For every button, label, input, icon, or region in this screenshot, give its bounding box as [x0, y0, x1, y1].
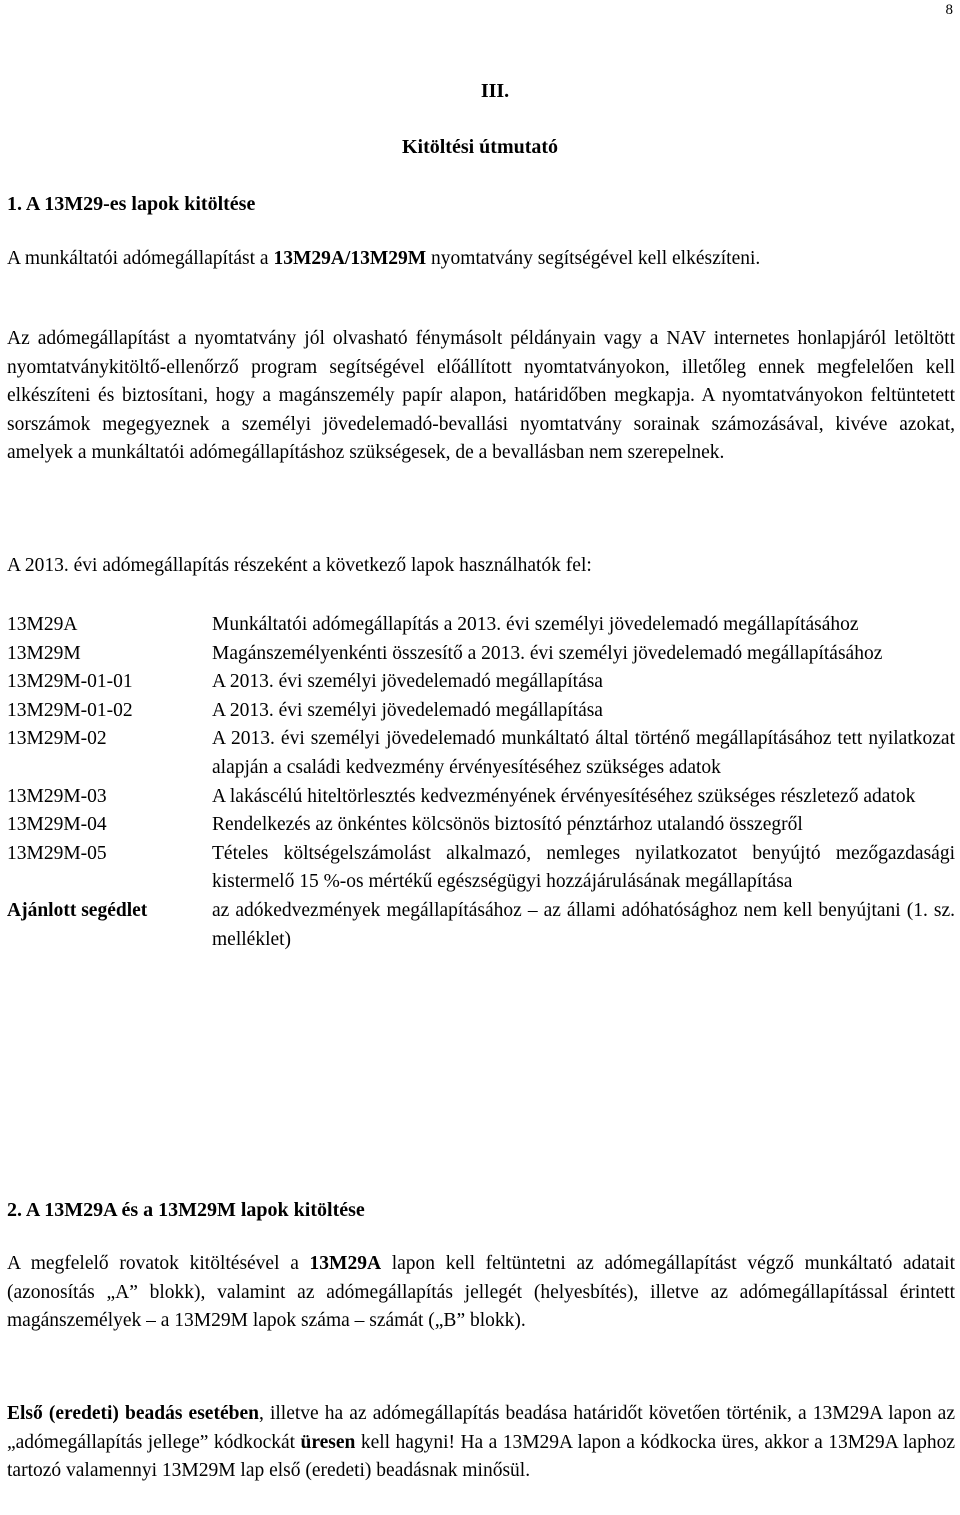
sheet-description: Tételes költségelszámolást alkalmazó, nemleges nyilatkozatot benyújtó mezőgazdasági kistermelő 15 %-os mértékű egészségügyi hozzájárulásának megállapítása [212, 842, 955, 893]
sheet-code: 13M29M-02 [7, 728, 107, 750]
section-2-paragraph-1: A megfelelő rovatok kitöltésével a 13M29A lapon kell feltüntetni az adómegállapítást végző munkáltató adatait (azonosítás „A” blokk), valamint az adómegállapítás jellegét (helyesbítés), illetve az adómegállapítással érintett magánszemélyek – a 13M29M lapok száma – számát („B” blokk). [7, 1253, 955, 1332]
sheet-code: 13M29M-04 [7, 814, 107, 836]
sheet-row [7, 697, 955, 726]
sheet-description: Magánszemélyenkénti összesítő a 2013. évi személyi jövedelemadó megállapításához [212, 642, 883, 664]
sheet-description: A lakáscélú hiteltörlesztés kedvezményének érvényesítéséhez szükséges részletező adatok [212, 785, 916, 807]
sheet-row [7, 725, 955, 782]
sheet-description: A 2013. évi személyi jövedelemadó munkáltató által történő megállapításához tett nyilatkozat alapján a családi kedvezmény érvényesítéséhez szükséges adatok [212, 728, 955, 778]
section-1-paragraph-1: A munkáltatói adómegállapítást a 13M29A/13M29M nyomtatvány segítségével kell elkészíteni. [7, 248, 761, 269]
sheet-row [7, 811, 955, 840]
sheet-row [7, 897, 955, 954]
section-1-paragraph-2: Az adómegállapítást a nyomtatvány jól olvasható fénymásolt példányain vagy a NAV internetes honlapjáról letöltött nyomtatványkitöltő-ellenőrző program segítségével előállított nyomtatványokon, illetőleg ennek megfelelően kell elkészíteni és biztosítani, hogy a magánszemély papír alapon, határidőben megkapja. A nyomtatványokon feltüntetett sorszámok megegyeznek a személyi jövedelemadó-bevallási nyomtatvány sorainak számozásával, kivéve azokat, amelyek a munkáltatói adómegállapításhoz szükségesek, de a bevallásban nem szerepelnek. [7, 328, 955, 464]
sheet-row [7, 611, 955, 640]
sheet-row [7, 668, 955, 697]
sheet-description: Rendelkezés az önkéntes kölcsönös biztosító pénztárhoz utalandó összegről [212, 814, 803, 836]
sheet-code: 13M29M-03 [7, 785, 107, 807]
sheet-code: 13M29M-01-01 [7, 671, 133, 693]
sheet-description: A 2013. évi személyi jövedelemadó megállapítása [212, 671, 603, 693]
sheet-row [7, 840, 955, 897]
form-code: 13M29A/13M29M [273, 248, 427, 269]
sheet-row [7, 640, 955, 669]
section-1-heading: 1. A 13M29-es lapok kitöltése [7, 193, 256, 215]
section-2-paragraph-2: Első (eredeti) beadás esetében, illetve ha az adómegállapítás beadása határidőt követően történik, a 13M29A lapon az „adómegállapítás jellege” kódkockát üresen kell hagyni! Ha a 13M29A lapon a kódkocka üres, akkor a 13M29A laphoz tartozó valamennyi 13M29M lap első (eredeti) beadásnak minősül. [7, 1403, 955, 1482]
page-number: 8 [945, 2, 953, 18]
chapter-title: Kitöltési útmutató [401, 136, 559, 158]
sheet-row [7, 783, 955, 812]
sheet-code: Ajánlott segédlet [7, 899, 148, 921]
chapter-number: III. [480, 80, 510, 102]
sheet-description: Munkáltatói adómegállapítás a 2013. évi személyi jövedelemadó megállapításához [212, 614, 859, 635]
form-code: 13M29A [309, 1253, 382, 1274]
emphasis: üresen [300, 1431, 356, 1453]
sheet-code: 13M29M [7, 642, 81, 664]
emphasis: Első (eredeti) beadás esetében [7, 1403, 259, 1424]
sheet-description: A 2013. évi személyi jövedelemadó megállapítása [212, 699, 603, 721]
sheet-list [7, 611, 955, 954]
sheet-code: 13M29M-05 [7, 842, 107, 864]
sheet-description: az adókedvezmények megállapításához – az állami adóhatósághoz nem kell benyújtani (1. sz. melléklet) [212, 899, 955, 950]
sheet-code: 13M29M-01-02 [7, 699, 133, 721]
section-2-heading: 2. A 13M29A és a 13M29M lapok kitöltése [7, 1199, 365, 1221]
sheet-code: 13M29A [7, 614, 78, 635]
section-1-paragraph-3: A 2013. évi adómegállapítás részeként a következő lapok használhatók fel: [7, 555, 592, 576]
